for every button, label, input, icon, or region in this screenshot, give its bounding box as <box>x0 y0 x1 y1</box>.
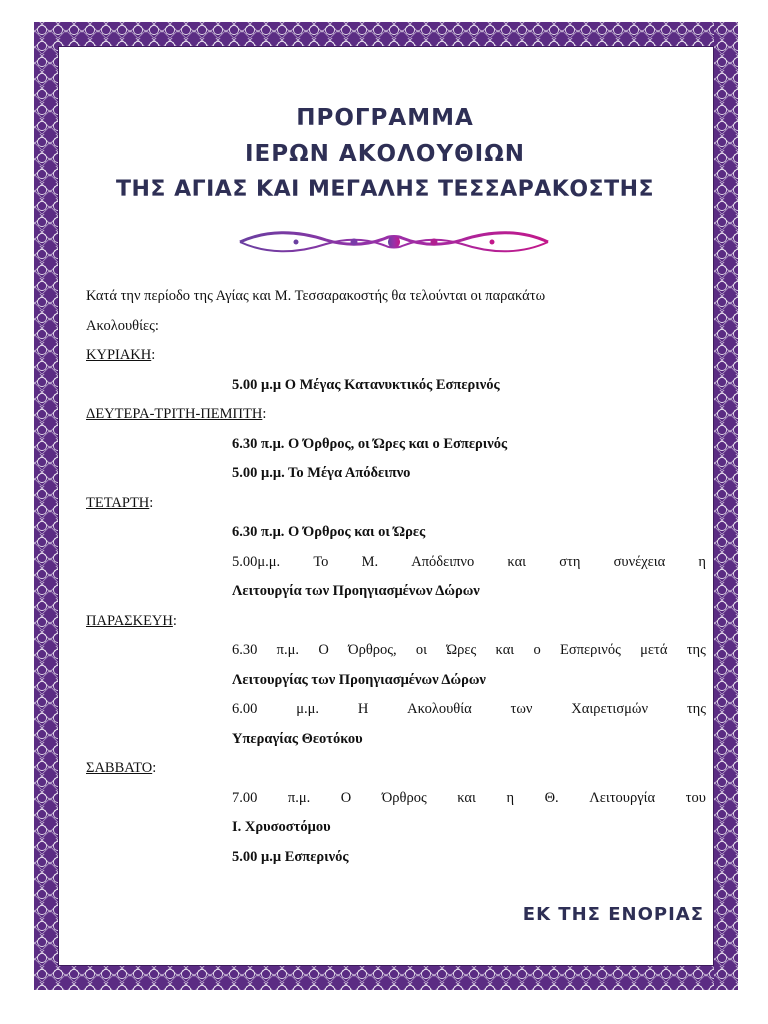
day-heading-sunday: ΚΥΡΙΑΚΗ: <box>86 347 156 363</box>
day-label: ΣΑΒΒΑΤΟ <box>86 760 153 776</box>
day-heading-mon-tue-thu: ΔΕΥΤΕΡΑ-ΤΡΙΤΗ-ΠΕΜΠΤΗ: <box>86 406 267 422</box>
service-item-justified: 5.00μ.μ. Το Μ. Απόδειπνο και στη συνέχεια η <box>232 553 706 570</box>
day-label: ΠΑΡΑΣΚΕΥΗ <box>86 612 173 629</box>
title-block <box>60 100 710 208</box>
day-label: ΚΥΡΙΑΚΗ <box>86 347 152 363</box>
service-item-continuation: Ι. Χρυσοστόμου <box>232 819 331 835</box>
service-item-continuation: Λειτουργία των Προηγιασμένων Δώρων <box>232 583 480 599</box>
decorative-divider-ornament <box>236 228 552 256</box>
service-item-justified: 6.00 μ.μ. Η Ακολουθία των Χαιρετισμών της <box>232 701 706 717</box>
service-item: 5.00 μ.μ. Το Μέγα Απόδειπνο <box>232 465 411 481</box>
service-item: 5.00 μ.μ Ο Μέγας Κατανυκτικός Εσπερινός <box>232 376 500 393</box>
parish-signature: ΕΚ ΤΗΣ ΕΝΟΡΙΑΣ <box>522 904 704 925</box>
service-item-justified: 6.30 π.μ. Ο Όρθρος, οι Ώρες και ο Εσπερινός μετά της <box>232 642 706 658</box>
day-label: ΔΕΥΤΕΡΑ-ΤΡΙΤΗ-ΠΕΜΠΤΗ <box>86 406 263 422</box>
title-line-3: ΤΗΣ ΑΓΙΑΣ ΚΑΙ ΜΕΓΑΛΗΣ ΤΕΣΣΑΡΑΚΟΣΤΗΣ <box>115 177 655 202</box>
service-item: 5.00 μ.μ Εσπερινός <box>232 848 349 865</box>
intro-line-1: Κατά την περίοδο της Αγίας και Μ. Τεσσαρακοστής θα τελούνται οι παρακάτω <box>86 288 546 304</box>
service-item-justified: 7.00 π.μ. Ο Όρθρος και η Θ. Λειτουργία του <box>232 789 706 806</box>
service-item: 6.30 π.μ. Ο Όρθρος, οι Ώρες και ο Εσπερινός <box>232 435 508 452</box>
title-line-2: ΙΕΡΩΝ ΑΚΟΛΟΥΘΙΩΝ <box>244 141 526 167</box>
service-item-continuation: Λειτουργίας των Προηγιασμένων Δώρων <box>232 671 486 688</box>
service-item: 6.30 π.μ. Ο Όρθρος και οι Ώρες <box>232 524 426 540</box>
title-line-1: ΠΡΟΓΡΑΜΜΑ <box>296 105 474 131</box>
schedule-content <box>86 282 706 872</box>
day-heading-wednesday: ΤΕΤΑΡΤΗ: <box>86 494 154 511</box>
day-label: ΤΕΤΑΡΤΗ <box>86 494 150 511</box>
intro-line-2: Ακολουθίες: <box>86 317 159 334</box>
service-item-continuation: Υπεραγίας Θεοτόκου <box>232 730 363 747</box>
day-heading-saturday: ΣΑΒΒΑΤΟ: <box>86 760 157 776</box>
day-heading-friday: ΠΑΡΑΣΚΕΥΗ: <box>86 612 177 629</box>
